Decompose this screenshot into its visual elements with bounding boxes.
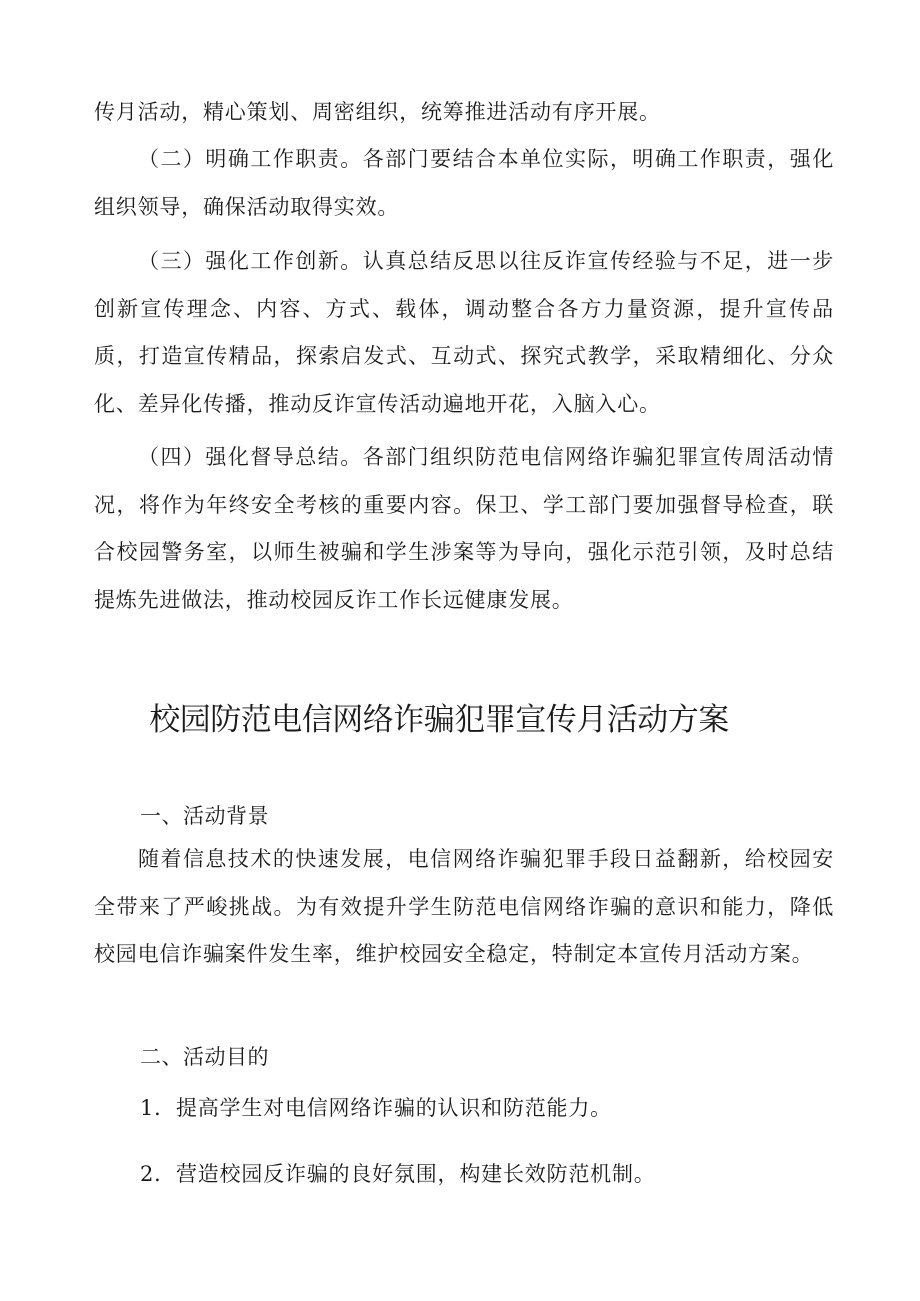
paragraph-background: 随着信息技术的快速发展，电信网络诈骗犯罪手段日益翻新，给校园安全带来了严峻挑战。为有效提升学生防范电信网络诈骗的意识和能力，降低校园电信诈骗案件发生率，维护校园安全稳定，特制定本宣传月活动方案。 bbox=[94, 847, 834, 966]
paragraph-supervision: （四）强化督导总结。各部门组织防范电信网络诈骗犯罪宣传周活动情况，将作为年终安全考核的重要内容。保卫、学工部门要加强督导检查，联合校园警务室，以师生被骗和学生涉案等为导向，强化示范引领，及时总结提炼先进做法，推动校园反诈工作长远健康发展。 bbox=[94, 445, 834, 612]
document-title: 校园防范电信网络诈骗犯罪宣传月活动方案 bbox=[149, 702, 729, 738]
paragraph-continuation: 传月活动，精心策划、周密组织，统筹推进活动有序开展。 bbox=[94, 100, 661, 124]
paragraph-innovation: （三）强化工作创新。认真总结反思以往反诈宣传经验与不足，进一步创新宣传理念、内容、方式、载体，调动整合各方力量资源，提升宣传品质，打造宣传精品，探索启发式、互动式、探究式教学，采取精细化、分众化、差异化传播，推动反诈宣传活动遍地开花，入脑入心。 bbox=[94, 249, 834, 416]
list-item: 2．营造校园反诈骗的良好氛围，构建长效防范机制。 bbox=[140, 1162, 656, 1186]
list-item: 1．提高学生对电信网络诈骗的认识和防范能力。 bbox=[140, 1096, 612, 1120]
section-heading-purpose: 二、活动目的 bbox=[140, 1045, 269, 1069]
section-heading-background: 一、活动背景 bbox=[140, 804, 269, 828]
paragraph-clarify-duties: （二）明确工作职责。各部门要结合本单位实际，明确工作职责，强化组织领导，确保活动取得实效。 bbox=[94, 147, 834, 219]
